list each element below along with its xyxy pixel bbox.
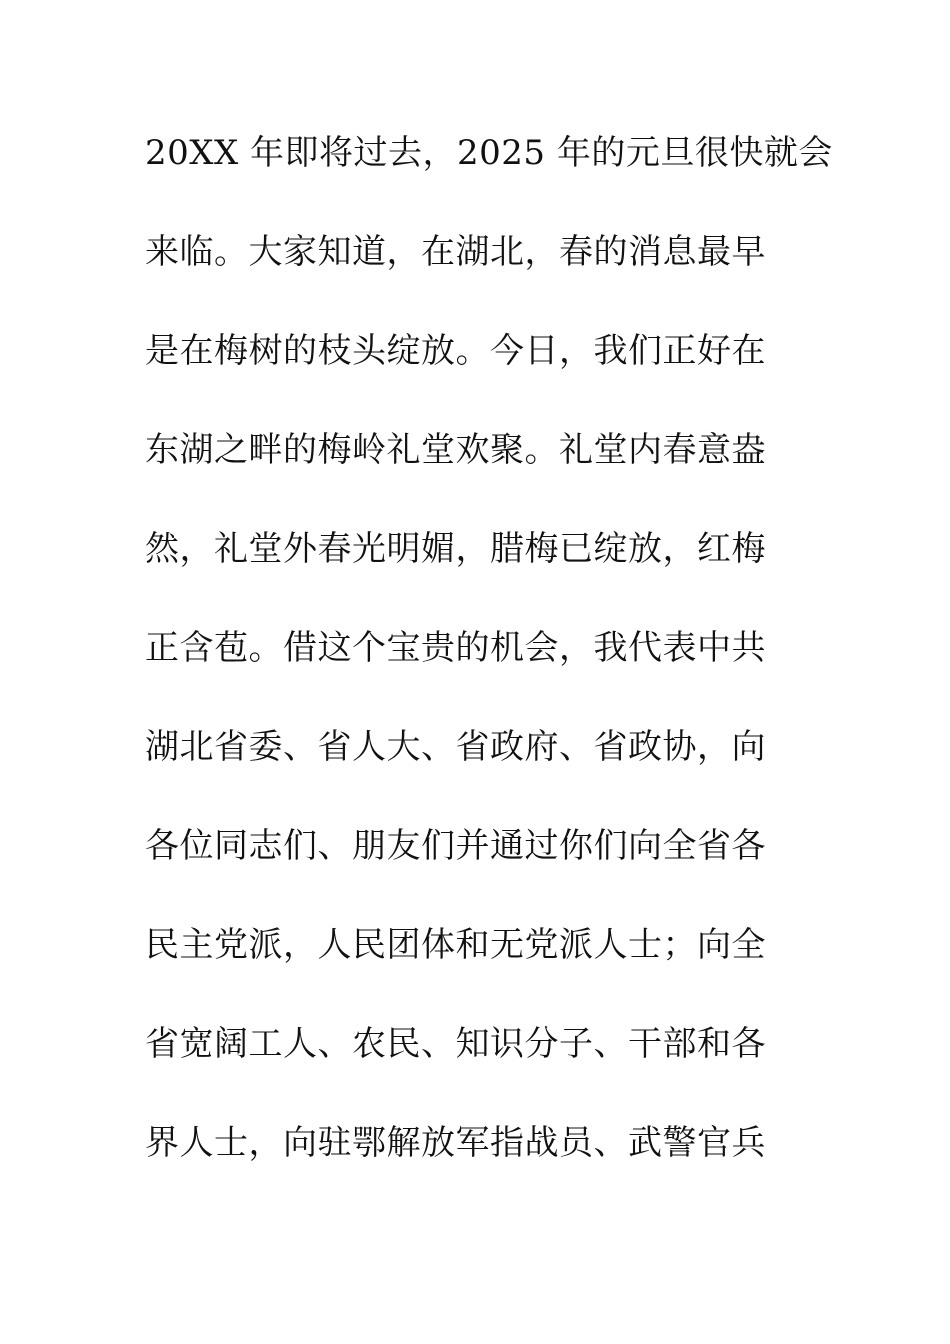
text-line: 是在梅树的枝头绽放。今日，我们正好在 <box>145 331 766 371</box>
text-line: 界人士，向驻鄂解放军指战员、武警官兵 <box>145 1123 766 1163</box>
text-line: 东湖之畔的梅岭礼堂欢聚。礼堂内春意盎 <box>145 430 766 470</box>
text-line: 然，礼堂外春光明媚，腊梅已绽放，红梅 <box>145 529 766 569</box>
text-line: 各位同志们、朋友们并通过你们向全省各 <box>145 826 766 866</box>
text-line: 省宽阔工人、农民、知识分子、干部和各 <box>145 1024 766 1064</box>
text-line: 来临。大家知道，在湖北，春的消息最早 <box>145 232 766 272</box>
text-line: 民主党派，人民团体和无党派人士；向全 <box>145 925 766 965</box>
text-line: 20XX 年即将过去，2025 年的元旦很快就会 <box>145 133 833 173</box>
text-line: 正含苞。借这个宝贵的机会，我代表中共 <box>145 628 766 668</box>
text-line: 湖北省委、省人大、省政府、省政协，向 <box>145 727 766 767</box>
body-text <box>145 123 833 1212</box>
